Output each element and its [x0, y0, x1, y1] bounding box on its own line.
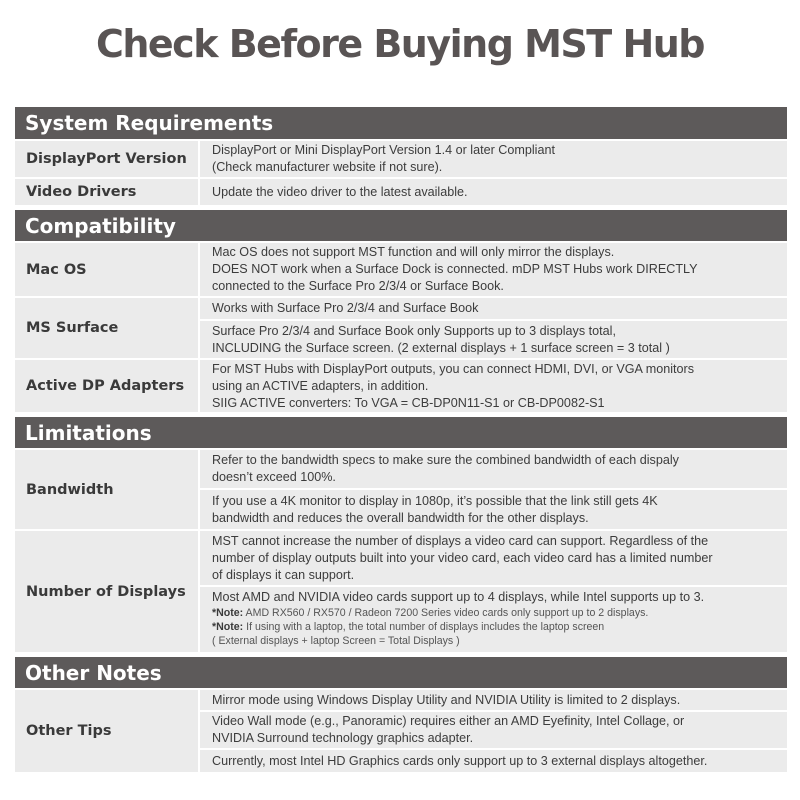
- value-line: using an ACTIVE adapters, in addition.: [212, 378, 429, 393]
- value-line: DOES NOT work when a Surface Dock is connected. mDP MST Hubs work DIRECTLY: [212, 262, 698, 276]
- row-displayport-version: [15, 141, 787, 177]
- value-line: doesn’t exceed 100%.: [212, 470, 336, 484]
- row-video-drivers: [15, 179, 787, 205]
- row-value: [200, 360, 787, 412]
- note-line: [212, 606, 781, 620]
- row-active-dp-adapters: [15, 360, 787, 412]
- row-bandwidth: [15, 450, 787, 529]
- row-label: Mac OS: [15, 243, 198, 296]
- row-label: MS Surface: [15, 298, 198, 358]
- row-value: [200, 587, 787, 652]
- value-line: NVIDIA Surround technology graphics adapter.: [212, 731, 474, 745]
- value-line: connected to the Surface Pro 2/3/4 or Surface Book.: [212, 279, 504, 293]
- value-line: SIIG ACTIVE converters: To VGA = CB-DP0N11-S1 or CB-DP0082-S1: [212, 395, 605, 410]
- row-value: [200, 321, 787, 358]
- row-mac-os: [15, 243, 787, 296]
- row-label: Number of Displays: [15, 531, 198, 652]
- section-header-compatibility: Compatibility: [15, 210, 787, 241]
- value-line: number of display outputs built into your video card, each video card has a limited number: [212, 550, 713, 565]
- section-header-limitations: Limitations: [15, 417, 787, 448]
- value-line: Update the video driver to the latest available.: [212, 184, 468, 199]
- note-text: AMD RX560 / RX570 / Radeon 7200 Series video cards only support up to 2 displays.: [243, 607, 649, 619]
- value-line: (Check manufacturer website if not sure).: [212, 160, 443, 174]
- value-line: MST cannot increase the number of displays a video card can support. Regardless of the: [212, 533, 709, 548]
- requirements-table: [15, 107, 787, 772]
- row-value: [200, 141, 787, 177]
- row-value: [200, 531, 787, 585]
- row-value: [200, 712, 787, 748]
- note-prefix: *Note:: [212, 607, 244, 619]
- note-line: [212, 620, 781, 634]
- section-header-other-notes: Other Notes: [15, 657, 787, 688]
- value-line: Refer to the bandwidth specs to make sure the combined bandwidth of each dispaly: [212, 453, 679, 467]
- value-line: Works with Surface Pro 2/3/4 and Surface Book: [212, 301, 479, 315]
- value-line: INCLUDING the Surface screen. (2 external displays + 1 surface screen = 3 total ): [212, 340, 670, 355]
- value-line: DisplayPort or Mini DisplayPort Version 1.4 or later Compliant: [212, 143, 555, 157]
- row-value: [200, 690, 787, 710]
- row-number-of-displays: [15, 531, 787, 652]
- note-text: If using with a laptop, the total number of displays includes the laptop screen: [243, 621, 605, 633]
- value-line: Currently, most Intel HD Graphics cards only support up to 3 external displays altogether.: [212, 753, 708, 768]
- row-label: Video Drivers: [15, 179, 198, 205]
- value-line: For MST Hubs with DisplayPort outputs, you can connect HDMI, DVI, or VGA monitors: [212, 361, 695, 376]
- row-other-tips: [15, 690, 787, 772]
- row-label: Other Tips: [15, 690, 198, 772]
- note-prefix: *Note:: [212, 621, 244, 633]
- value-line: Video Wall mode (e.g., Panoramic) requires either an AMD Eyefinity, Intel Collage, or: [212, 714, 685, 728]
- row-label: DisplayPort Version: [15, 141, 198, 177]
- value-line: bandwidth and reduces the overall bandwidth for the other displays.: [212, 510, 589, 525]
- value-line: Most AMD and NVIDIA video cards support up to 4 displays, while Intel supports up to 3.: [212, 590, 705, 604]
- value-line: Mac OS does not support MST function and will only mirror the displays.: [212, 245, 615, 259]
- row-value: [200, 298, 787, 319]
- row-value: [200, 179, 787, 205]
- row-value: [200, 750, 787, 772]
- value-line: Surface Pro 2/3/4 and Surface Book only Supports up to 3 displays total,: [212, 323, 616, 338]
- note-line: ( External displays + laptop Screen = Total Displays ): [212, 635, 460, 647]
- row-value: [200, 450, 787, 488]
- row-value: [200, 490, 787, 529]
- row-value: [200, 243, 787, 296]
- value-line: If you use a 4K monitor to display in 1080p, it’s possible that the link still gets 4K: [212, 493, 658, 508]
- row-label: Bandwidth: [15, 450, 198, 529]
- value-line: Mirror mode using Windows Display Utility and NVIDIA Utility is limited to 2 displays.: [212, 692, 681, 707]
- row-ms-surface: [15, 298, 787, 358]
- row-label: Active DP Adapters: [15, 360, 198, 412]
- section-header-system-requirements: System Requirements: [15, 107, 787, 139]
- page-title: Check Before Buying MST Hub: [95, 22, 705, 66]
- value-line: of displays it can support.: [212, 567, 355, 582]
